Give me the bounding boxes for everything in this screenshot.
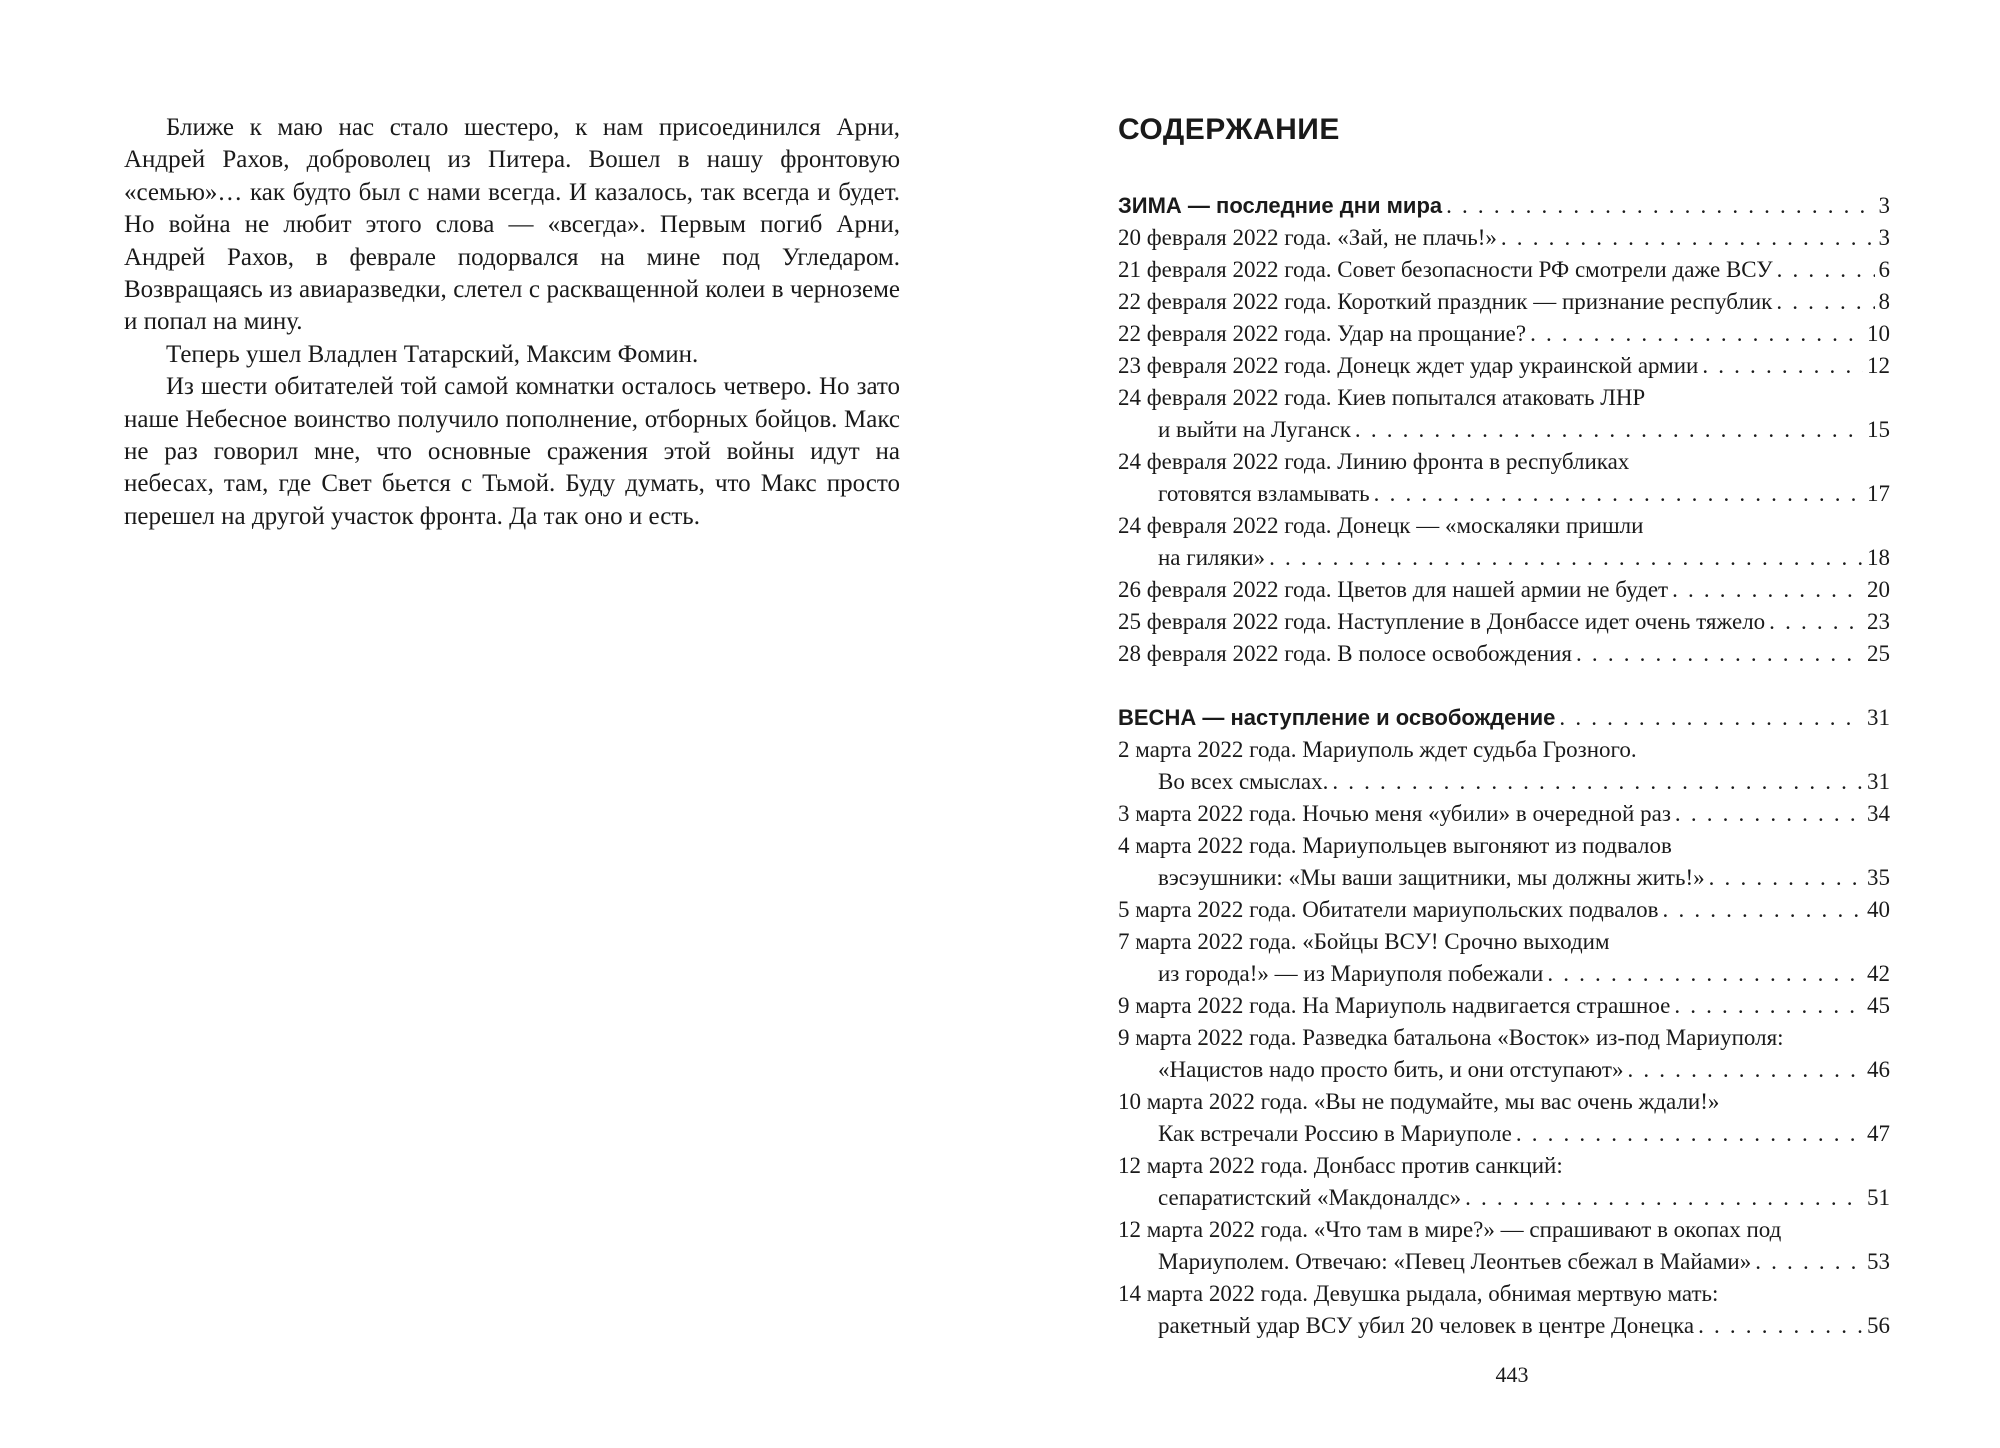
toc-entry[interactable] xyxy=(1118,638,1890,670)
toc-page-number: 17 xyxy=(1867,481,1890,506)
dot-leader xyxy=(1755,1246,1863,1278)
toc-entry[interactable] xyxy=(1118,1086,1890,1150)
toc-entry-title: 12 марта 2022 года. Донбасс против санкций: xyxy=(1118,1153,1563,1178)
toc-entry[interactable] xyxy=(1118,798,1890,830)
dot-leader xyxy=(1374,478,1863,510)
toc-entry[interactable] xyxy=(1118,350,1890,382)
dot-leader xyxy=(1698,1310,1863,1342)
toc-entry-title: 7 марта 2022 года. «Бойцы ВСУ! Срочно выходим xyxy=(1118,929,1610,954)
toc-entry-title: 23 февраля 2022 года. Донецк ждет удар украинской армии xyxy=(1118,353,1699,378)
dot-leader xyxy=(1702,350,1863,382)
dot-leader xyxy=(1627,1054,1863,1086)
toc-page-number: 18 xyxy=(1867,545,1890,570)
toc-entry-title: ВЕСНА — наступление и освобождение xyxy=(1118,705,1556,730)
toc-entry-title: 22 февраля 2022 года. Удар на прощание? xyxy=(1118,321,1527,346)
toc-page-number: 10 xyxy=(1867,321,1890,346)
toc-entry-title: 21 февраля 2022 года. Совет безопасности РФ смотрели даже ВСУ xyxy=(1118,257,1773,282)
body-paragraph xyxy=(124,371,900,533)
toc-entry-title: 4 марта 2022 года. Мариупольцев выгоняют из подвалов xyxy=(1118,833,1672,858)
toc-page-number: 3 xyxy=(1878,225,1890,250)
toc-page-number: 31 xyxy=(1867,705,1890,730)
toc-page-number: 46 xyxy=(1867,1057,1890,1082)
toc-entry[interactable] xyxy=(1118,222,1890,254)
dot-leader xyxy=(1269,542,1863,574)
toc-entry-title: Как встречали Россию в Мариуполе xyxy=(1158,1121,1512,1146)
toc-entry-title: ракетный удар ВСУ убил 20 человек в центре Донецка xyxy=(1158,1313,1695,1338)
toc-section xyxy=(1118,190,1890,670)
toc-entry[interactable] xyxy=(1118,1214,1890,1278)
toc-page-number: 35 xyxy=(1867,865,1890,890)
toc-entry[interactable] xyxy=(1118,446,1890,510)
toc-entry-title: на гиляки» xyxy=(1158,545,1266,570)
toc-title: СОДЕРЖАНИЕ xyxy=(1118,113,1340,146)
paragraph-text: Ближе к маю нас стало шестеро, к нам присоединился Арни, Андрей Рахов, доброволец из Питера. Вошел в нашу фронтовую «семью»… как будто был с нами всегда. И казалось, так всегда и будет. Но война не любит этого слова — «всегда». Первым погиб Арни, Андрей Рахов, в феврале подорвался на мине под Угледаром. Возвращаясь из авиаразведки, слетел с раскващенной колеи в черноземе и попал на мину. xyxy=(124,114,900,336)
toc-page-number: 3 xyxy=(1878,193,1890,218)
toc-entry-title: 9 марта 2022 года. Разведка батальона «Восток» из-под Мариуполя: xyxy=(1118,1025,1784,1050)
toc-entry-title: 22 февраля 2022 года. Короткий праздник — признание республик xyxy=(1118,289,1773,314)
toc-entry-title: 5 марта 2022 года. Обитатели мариупольских подвалов xyxy=(1118,897,1659,922)
toc-entry[interactable] xyxy=(1118,734,1890,798)
dot-leader xyxy=(1674,990,1863,1022)
dot-leader xyxy=(1332,766,1863,798)
dot-leader xyxy=(1446,190,1874,222)
toc-entry[interactable] xyxy=(1118,1150,1890,1214)
dot-leader xyxy=(1530,318,1863,350)
toc-entry-title: 3 марта 2022 года. Ночью меня «убили» в очередной раз xyxy=(1118,801,1671,826)
toc-entry-title: 26 февраля 2022 года. Цветов для нашей армии не будет xyxy=(1118,577,1669,602)
toc-entry-title: 12 марта 2022 года. «Что там в мире?» — спрашивают в окопах под xyxy=(1118,1217,1782,1242)
toc-page-number: 56 xyxy=(1867,1313,1890,1338)
toc-entry-title: «Нацистов надо просто бить, и они отступают» xyxy=(1158,1057,1624,1082)
toc-page-number: 12 xyxy=(1867,353,1890,378)
toc-page-number: 45 xyxy=(1867,993,1890,1018)
toc-entry-title: 24 февраля 2022 года. Донецк — «москаляки пришли xyxy=(1118,513,1644,538)
body-paragraph xyxy=(124,112,900,339)
toc-entry-title: 10 марта 2022 года. «Вы не подумайте, мы вас очень ждали!» xyxy=(1118,1089,1720,1114)
toc-entry[interactable] xyxy=(1118,1278,1890,1342)
toc-entry[interactable] xyxy=(1118,254,1890,286)
toc-page-number: 6 xyxy=(1878,257,1890,282)
toc-entry[interactable] xyxy=(1118,606,1890,638)
toc-entry[interactable] xyxy=(1118,830,1890,894)
toc-entry[interactable] xyxy=(1118,926,1890,990)
toc-page-number: 25 xyxy=(1867,641,1890,666)
toc-page-number: 31 xyxy=(1867,769,1890,794)
table-of-contents xyxy=(1118,110,1890,1342)
dot-leader xyxy=(1501,222,1875,254)
toc-entry[interactable] xyxy=(1118,990,1890,1022)
toc-section-heading[interactable] xyxy=(1118,190,1890,222)
left-page-text xyxy=(124,112,900,533)
toc-entry-title: 25 февраля 2022 года. Наступление в Донбассе идет очень тяжело xyxy=(1118,609,1766,634)
toc-entry[interactable] xyxy=(1118,382,1890,446)
dot-leader xyxy=(1777,254,1875,286)
toc-entry[interactable] xyxy=(1118,894,1890,926)
toc-entry[interactable] xyxy=(1118,318,1890,350)
toc-entry-title: и выйти на Луганск xyxy=(1158,417,1351,442)
dot-leader xyxy=(1776,286,1874,318)
dot-leader xyxy=(1465,1182,1863,1214)
toc-page-number: 20 xyxy=(1867,577,1890,602)
toc-entry-title: 9 марта 2022 года. На Мариуполь надвигается страшное xyxy=(1118,993,1671,1018)
toc-entry-title: 14 марта 2022 года. Девушка рыдала, обнимая мертвую мать: xyxy=(1118,1281,1719,1306)
dot-leader xyxy=(1547,958,1863,990)
paragraph-text: Теперь ушел Владлен Татарский, Максим Фомин. xyxy=(166,340,699,368)
body-paragraph xyxy=(124,339,900,371)
toc-entry[interactable] xyxy=(1118,510,1890,574)
toc-entry-title: вэсэушники: «Мы ваши защитники, мы должны жить!» xyxy=(1158,865,1705,890)
page-number: 443 xyxy=(1495,1362,1529,1387)
toc-page-number: 51 xyxy=(1867,1185,1890,1210)
toc-page-number: 40 xyxy=(1867,897,1890,922)
toc-entry-title: 28 февраля 2022 года. В полосе освобождения xyxy=(1118,641,1573,666)
dot-leader xyxy=(1355,414,1863,446)
toc-entry-title: Мариуполем. Отвечаю: «Певец Леонтьев сбежал в Майами» xyxy=(1158,1249,1752,1274)
toc-page-number: 23 xyxy=(1867,609,1890,634)
toc-page-number: 8 xyxy=(1878,289,1890,314)
toc-entry-title: из города!» — из Мариуполя побежали xyxy=(1158,961,1544,986)
toc-entry[interactable] xyxy=(1118,286,1890,318)
toc-entry-title: 24 февраля 2022 года. Линию фронта в республиках xyxy=(1118,449,1630,474)
toc-page-number: 53 xyxy=(1867,1249,1890,1274)
toc-page-number: 47 xyxy=(1867,1121,1890,1146)
toc-entry-title: 2 марта 2022 года. Мариуполь ждет судьба Грозного. xyxy=(1118,737,1637,762)
paragraph-text: Из шести обитателей той самой комнатки осталось четверо. Но зато наше Небесное воинство получило пополнение, отборных бойцов. Макс не раз говорил мне, что основные сражения этой войны идут на небесах, там, где Свет бьется с Тьмой. Буду думать, что Макс просто перешел на другой участок фронта. Да так оно и есть. xyxy=(124,373,900,530)
dot-leader xyxy=(1709,862,1863,894)
toc-section xyxy=(1118,702,1890,1342)
dot-leader xyxy=(1516,1118,1863,1150)
dot-leader xyxy=(1559,702,1863,734)
toc-page-number: 15 xyxy=(1867,417,1890,442)
dot-leader xyxy=(1672,574,1863,606)
toc-entry-title: 24 февраля 2022 года. Киев попытался атаковать ЛНР xyxy=(1118,385,1646,410)
dot-leader xyxy=(1663,894,1863,926)
toc-body xyxy=(1118,190,1890,1342)
dot-leader xyxy=(1576,638,1863,670)
toc-page-number: 34 xyxy=(1867,801,1890,826)
toc-entry-title: Во всех смыслах. xyxy=(1158,769,1329,794)
toc-entry[interactable] xyxy=(1118,574,1890,606)
toc-page-number: 42 xyxy=(1867,961,1890,986)
toc-entry-title: готовятся взламывать xyxy=(1158,481,1370,506)
toc-entry-title: ЗИМА — последние дни мира xyxy=(1118,193,1443,218)
toc-entry-title: 20 февраля 2022 года. «Зай, не плачь!» xyxy=(1118,225,1497,250)
dot-leader xyxy=(1769,606,1863,638)
dot-leader xyxy=(1675,798,1863,830)
toc-entry-title: сепаратистский «Макдоналдс» xyxy=(1158,1185,1462,1210)
toc-entry[interactable] xyxy=(1118,1022,1890,1086)
toc-section-heading[interactable] xyxy=(1118,702,1890,734)
